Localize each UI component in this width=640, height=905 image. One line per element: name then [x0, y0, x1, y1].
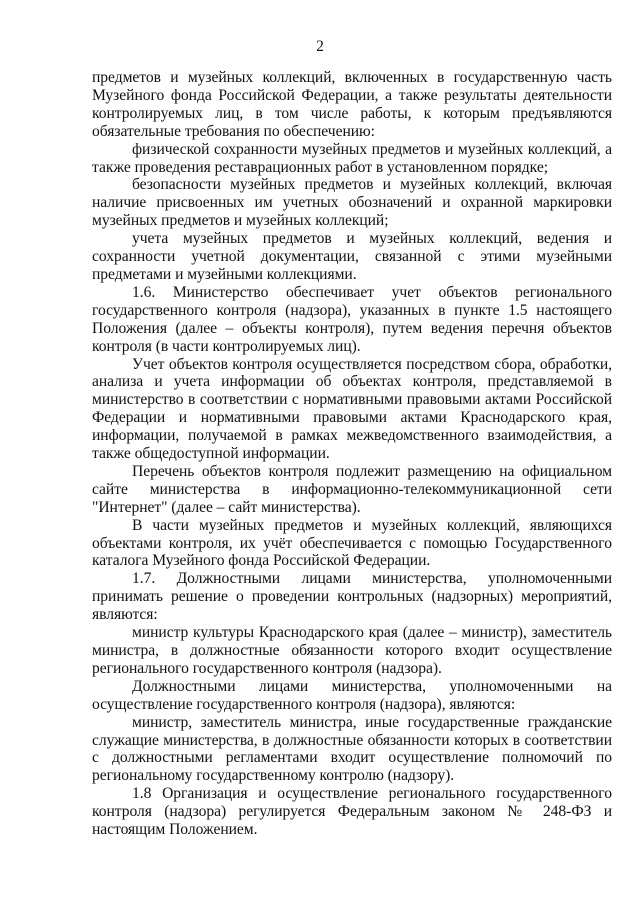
paragraph-accounting: учета музейных предметов и музейных коллекций, ведения и сохранности учетной документации, связанной с этими музейными предметами и музейными коллекциями. [92, 230, 612, 283]
paragraph-minister: министр культуры Краснодарского края (далее – министр), заместитель министра, в должностные обязанности которого входит осуществление регионального государственного контроля (надзора). [92, 624, 612, 677]
page-number: 2 [316, 38, 324, 55]
paragraph-museum-catalog: В части музейных предметов и музейных коллекций, являющихся объектами контроля, их учёт обеспечивается с помощью Государственного каталога Музейного фонда Российской Федерации. [92, 516, 612, 570]
paragraph-continuation: предметов и музейных коллекций, включенных в государственную часть Музейного фонда Российской Федерации, а также результаты деятельности контролируемых лиц, в том числе работы, к которым предъявляются обязательные требования по обеспечению: [92, 69, 612, 140]
paragraph-officials-list: министр, заместитель министра, иные государственные гражданские служащие министерства, в должностные обязанности которых в соответствии с должностными регламентами входит осуществление полномочий по региональному государственному контролю (надзору). [92, 713, 612, 785]
paragraph-physical-preservation: физической сохранности музейных предметов и музейных коллекций, а также проведения реставрационных работ в установленном порядке; [92, 140, 612, 176]
paragraph-1-8: 1.8 Организация и осуществление регионального государственного контроля (надзора) регулируется Федеральным законом № 248-ФЗ и настоящим Положением. [92, 785, 612, 839]
paragraph-security: безопасности музейных предметов и музейных коллекций, включая наличие присвоенных им учетных обозначений и охранной маркировки музейных предметов и музейных коллекций; [92, 176, 612, 230]
paragraph-1-6: 1.6. Министерство обеспечивает учет объектов регионального государственного контроля (надзора), указанных в пункте 1.5 настоящего Положения (далее – объекты контроля), путем ведения перечня объектов контроля (в части контролируемых лиц). [92, 283, 612, 355]
paragraph-1-7: 1.7. Должностными лицами министерства, уполномоченными принимать решение о проведении контрольных (надзорных) мероприятий, являются: [92, 570, 612, 624]
paragraph-objects-list-publication: Перечень объектов контроля подлежит размещению на официальном сайте министерства в информационно-телекоммуникационной сети "Интернет" (далее – сайт министерства). [92, 462, 612, 516]
paragraph-authorized-officials: Должностными лицами министерства, уполномоченными на осуществление государственного контроля (надзора), являются: [92, 677, 612, 713]
paragraph-control-objects-accounting: Учет объектов контроля осуществляется посредством сбора, обработки, анализа и учета информации об объектах контроля, представляемой в министерство в соответствии с нормативными правовыми актами Российской Федерации и нормативными правовыми актами Краснодарского края, информации, получаемой в рамках межведомственного взаимодействия, а также общедоступной информации. [92, 355, 612, 463]
document-body [92, 69, 612, 839]
